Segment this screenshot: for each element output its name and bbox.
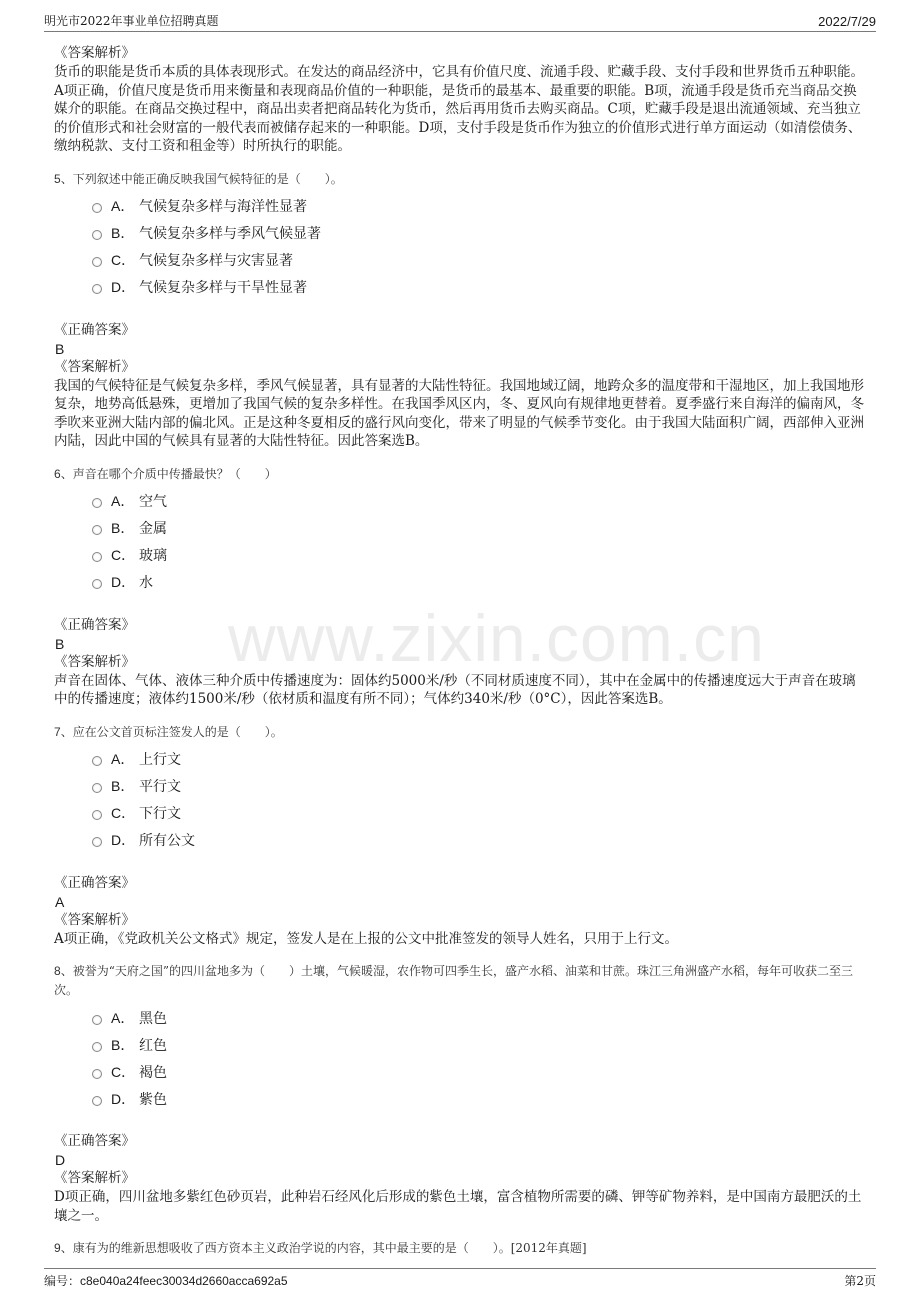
option-b[interactable] bbox=[92, 1031, 868, 1058]
radio-icon[interactable] bbox=[92, 203, 102, 213]
option-text: 上行文 bbox=[139, 752, 181, 768]
document-code: 编号：c8e040a24feec30034d2660acca692a5 bbox=[44, 1274, 288, 1288]
option-text: 气候复杂多样与季风气候显著 bbox=[139, 226, 321, 242]
question-text: 、声音在哪个介质中传播最快？（ ） bbox=[60, 466, 277, 481]
question-stem bbox=[54, 723, 868, 742]
option-list bbox=[92, 488, 868, 596]
option-d[interactable] bbox=[92, 827, 868, 854]
option-b[interactable] bbox=[92, 773, 868, 800]
option-list bbox=[92, 746, 868, 854]
correct-answer: B bbox=[55, 340, 65, 357]
option-c[interactable] bbox=[92, 800, 868, 827]
option-letter: C． bbox=[111, 547, 136, 563]
option-letter: D． bbox=[111, 832, 136, 848]
question-stem bbox=[54, 962, 868, 1000]
radio-icon[interactable] bbox=[92, 257, 102, 267]
question-number: 8 bbox=[54, 964, 61, 978]
question-text: 、下列叙述中能正确反映我国气候特征的是（ ）。 bbox=[60, 171, 343, 186]
option-text: 紫色 bbox=[139, 1091, 167, 1108]
option-letter: B． bbox=[111, 1036, 135, 1053]
option-letter: A． bbox=[111, 198, 135, 214]
option-a[interactable] bbox=[92, 488, 868, 515]
radio-icon[interactable] bbox=[92, 284, 102, 294]
radio-icon[interactable] bbox=[92, 525, 102, 535]
analysis-text: 货币的职能是货币本质的具体表现形式。在发达的商品经济中，它具有价值尺度、流通手段、贮藏手段、支付手段和世界货币五种职能。A项正确，价值尺度是货币用来衡量和表现商品价值的一种职能，是货币的最基本、最重要的职能。B项，流通手段是货币充当商品交换媒介的职能。在商品交换过程中，商品出卖者把商品转化为货币，然后再用货币去购买商品。C项，贮藏手段是退出流通领域、充当独立的价值形式和社会财富的一般代表而被储存起来的一种职能。D项，支付手段是货币作为独立的价值形式进行单方面运动（如清偿债务、缴纳税款、支付工资和租金等）时所执行的职能。 bbox=[54, 64, 864, 154]
document-title: 明光市2022年事业单位招聘真题 bbox=[44, 14, 219, 28]
document-body bbox=[54, 44, 868, 1258]
option-letter: A． bbox=[111, 1009, 135, 1026]
option-c[interactable] bbox=[92, 247, 868, 274]
correct-answer: D bbox=[55, 1152, 66, 1168]
option-letter: B． bbox=[111, 520, 135, 536]
option-letter: C． bbox=[111, 252, 136, 268]
page-number: 第2页 bbox=[844, 1274, 876, 1288]
option-text: 所有公文 bbox=[139, 833, 195, 849]
analysis-label: 《答案解析》 bbox=[54, 911, 135, 928]
option-text: 玻璃 bbox=[139, 548, 167, 564]
option-letter: C． bbox=[111, 805, 136, 821]
option-b[interactable] bbox=[92, 515, 868, 542]
correct-answer-label: 《正确答案》 bbox=[54, 321, 135, 338]
option-text: 气候复杂多样与海洋性显著 bbox=[139, 199, 307, 215]
analysis-label: 《答案解析》 bbox=[54, 1170, 135, 1186]
correct-answer-label: 《正确答案》 bbox=[54, 1133, 135, 1149]
watermark: www.zixin.com.cn bbox=[228, 601, 765, 675]
option-text: 下行文 bbox=[139, 806, 181, 822]
radio-icon[interactable] bbox=[92, 783, 102, 793]
option-letter: D． bbox=[111, 279, 136, 295]
option-list bbox=[92, 1004, 868, 1112]
analysis-text: 我国的气候特征是气候复杂多样，季风气候显著，具有显著的大陆性特征。我国地域辽阔，地跨众多的温度带和干湿地区，加上我国地形复杂，地势高低悬殊，更增加了我国气候的复杂多样性。在我国季风区内，冬、夏风向有规律地更替着。夏季盛行来自海洋的偏南风，冬季吹来亚洲大陆内部的偏北风。正是这种冬夏相反的盛行风向变化，带来了明显的气候季节变化。由于我国大陆面积广阔，西部伸入亚洲内陆，因此中国的气候具有显著的大陆性特征。因此答案选B。 bbox=[54, 377, 864, 449]
analysis-text: A项正确，《党政机关公文格式》规定，签发人是在上报的公文中批准签发的领导人姓名，只用于上行文。 bbox=[54, 930, 678, 947]
question-stem bbox=[54, 465, 868, 484]
question-stem bbox=[54, 1239, 868, 1258]
option-text: 气候复杂多样与干旱性显著 bbox=[139, 280, 307, 296]
option-list bbox=[92, 193, 868, 301]
page-footer bbox=[44, 1268, 876, 1289]
question-number: 5 bbox=[54, 171, 61, 186]
correct-answer: B bbox=[55, 635, 65, 652]
question-number: 6 bbox=[54, 466, 61, 481]
question-number: 7 bbox=[54, 724, 61, 739]
analysis-label: 《答案解析》 bbox=[54, 45, 135, 61]
analysis-text: 声音在固体、气体、液体三种介质中传播速度为：固体约5000米/秒（不同材质速度不同），其中在金属中的传播速度远大于声音在玻璃中的传播速度；液体约1500米/秒（依材质和温度有所不同）；气体约340米/秒（0°C），因此答案选B。 bbox=[54, 672, 856, 707]
option-text: 褐色 bbox=[139, 1064, 167, 1081]
option-a[interactable] bbox=[92, 193, 868, 220]
radio-icon[interactable] bbox=[92, 756, 102, 766]
correct-answer-label: 《正确答案》 bbox=[54, 616, 135, 633]
correct-answer-label: 《正确答案》 bbox=[54, 874, 135, 891]
radio-icon[interactable] bbox=[92, 837, 102, 847]
question-text: 、被誉为“天府之国”的四川盆地多为（ ）土壤，气候暖湿，农作物可四季生长，盛产水稻、油菜和甘蔗。珠江三角洲盛产水稻，每年可收获二至三次。 bbox=[54, 964, 853, 997]
option-d[interactable] bbox=[92, 569, 868, 596]
option-letter: A． bbox=[111, 751, 135, 767]
option-d[interactable] bbox=[92, 274, 868, 301]
question-number: 9 bbox=[54, 1241, 61, 1255]
option-a[interactable] bbox=[92, 746, 868, 773]
radio-icon[interactable] bbox=[92, 1042, 102, 1052]
option-c[interactable] bbox=[92, 1058, 868, 1085]
analysis-label: 《答案解析》 bbox=[54, 358, 135, 375]
radio-icon[interactable] bbox=[92, 1069, 102, 1079]
correct-answer: A bbox=[55, 893, 65, 910]
radio-icon[interactable] bbox=[92, 1015, 102, 1025]
question-stem bbox=[54, 170, 868, 189]
option-a[interactable] bbox=[92, 1004, 868, 1031]
option-letter: A． bbox=[111, 493, 135, 509]
option-text: 黑色 bbox=[139, 1010, 167, 1027]
option-text: 红色 bbox=[139, 1037, 167, 1054]
radio-icon[interactable] bbox=[92, 552, 102, 562]
option-c[interactable] bbox=[92, 542, 868, 569]
radio-icon[interactable] bbox=[92, 1096, 102, 1106]
option-b[interactable] bbox=[92, 220, 868, 247]
option-text: 平行文 bbox=[139, 779, 181, 795]
radio-icon[interactable] bbox=[92, 579, 102, 589]
option-text: 水 bbox=[139, 575, 153, 591]
question-text: 、康有为的维新思想吸收了西方资本主义政治学说的内容，其中最主要的是（ ）。[2012年真题] bbox=[60, 1241, 587, 1255]
analysis-text: D项正确，四川盆地多紫红色砂页岩，此种岩石经风化后形成的紫色土壤，富含植物所需要的磷、钾等矿物养料，是中国南方最肥沃的土壤之一。 bbox=[54, 1189, 862, 1224]
option-d[interactable] bbox=[92, 1085, 868, 1112]
option-letter: B． bbox=[111, 225, 135, 241]
option-text: 气候复杂多样与灾害显著 bbox=[139, 253, 293, 269]
radio-icon[interactable] bbox=[92, 810, 102, 820]
option-letter: B． bbox=[111, 778, 135, 794]
page-header bbox=[44, 12, 876, 32]
option-letter: D． bbox=[111, 1090, 136, 1107]
header-date: 2022/7/29 bbox=[818, 14, 876, 29]
option-letter: D． bbox=[111, 574, 136, 590]
option-text: 金属 bbox=[139, 521, 167, 537]
radio-icon[interactable] bbox=[92, 230, 102, 240]
radio-icon[interactable] bbox=[92, 498, 102, 508]
option-letter: C． bbox=[111, 1063, 136, 1080]
analysis-label: 《答案解析》 bbox=[54, 653, 135, 670]
question-text: 、应在公文首页标注签发人的是（ ）。 bbox=[60, 724, 283, 739]
option-text: 空气 bbox=[139, 494, 167, 510]
